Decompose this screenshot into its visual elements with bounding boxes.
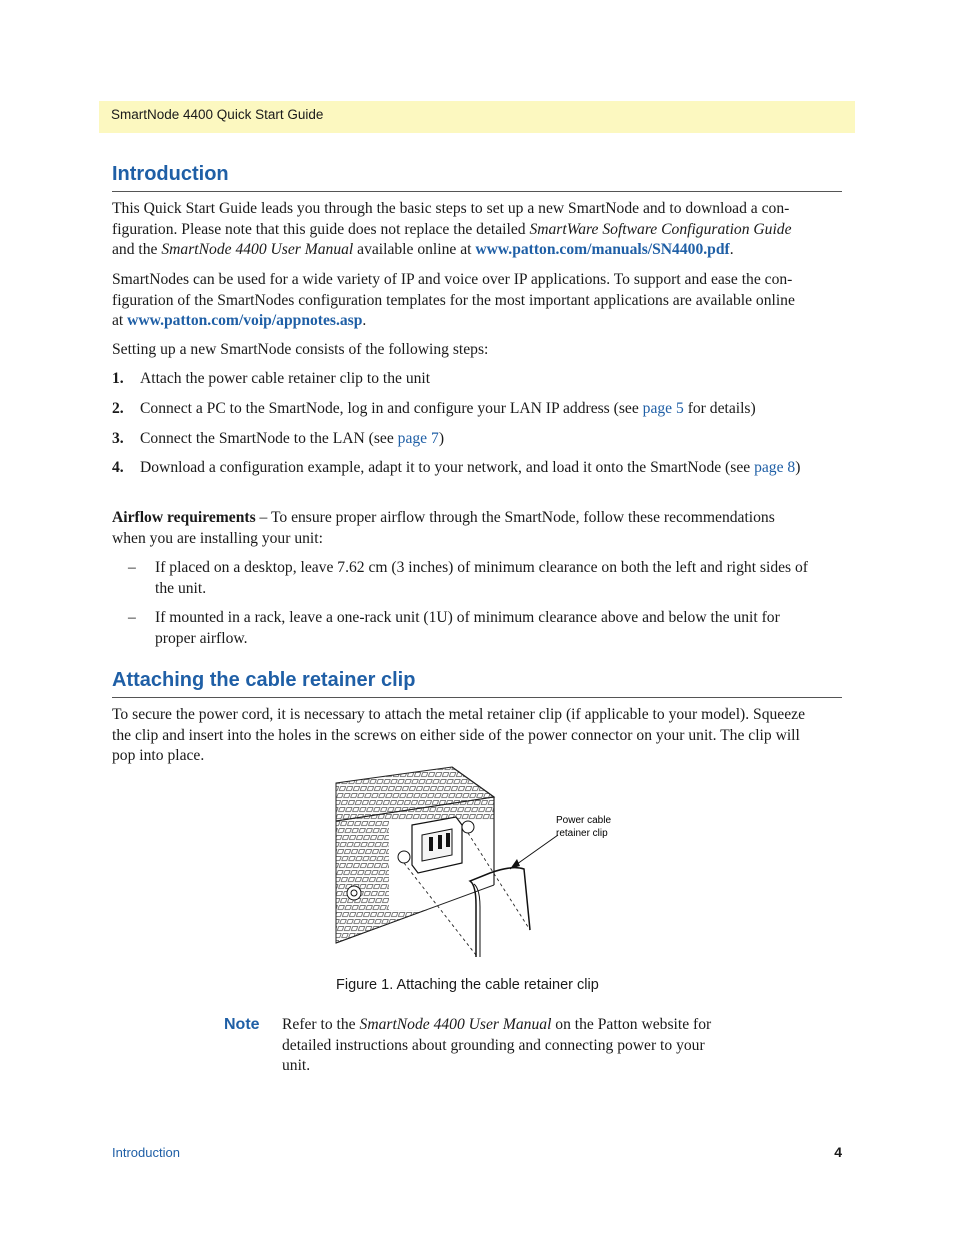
bullet-line: proper airflow. — [155, 629, 248, 647]
text-span: . — [362, 312, 367, 329]
dash-bullet: – — [128, 559, 136, 576]
note-line3: unit. — [282, 1057, 311, 1074]
text-span: on the Patton website for — [551, 1016, 712, 1033]
text-span: ) — [795, 459, 801, 476]
text-span: and the — [112, 241, 162, 258]
intro-p2-line2: figuration of the SmartNodes configuration templates for the most important applications are available online — [112, 291, 795, 309]
bullet-line: the unit. — [155, 579, 207, 597]
callout-text: retainer clip — [556, 828, 608, 839]
user-manual-title: SmartNode 4400 User Manual — [161, 241, 354, 258]
clip-heading: Attaching the cable retainer clip — [112, 669, 416, 691]
appnotes-link[interactable]: www.patton.com/voip/appnotes.asp — [127, 312, 363, 329]
intro-heading: Introduction — [112, 163, 229, 185]
step-number: 2. — [112, 400, 124, 417]
config-guide-title: SmartWare Software Configuration Guide — [529, 220, 792, 238]
airflow-line2: when you are installing your unit: — [112, 529, 323, 547]
clip-line1: To secure the power cord, it is necessary to attach the metal retainer clip (if applicable to your model). Squeeze — [112, 706, 805, 723]
user-manual-title: SmartNode 4400 User Manual — [359, 1016, 552, 1033]
airflow-line1 — [112, 508, 842, 529]
airflow-label: Airflow requirements — [112, 509, 256, 526]
clip-line3: pop into place. — [112, 747, 205, 764]
retainer-clip-illustration — [334, 765, 624, 965]
step-text — [140, 458, 852, 479]
intro-p1-line3 — [112, 240, 842, 261]
text-span: Refer to the — [282, 1016, 360, 1033]
airflow-paragraph — [112, 508, 842, 549]
text-span: Attach the power cable retainer clip to the unit — [140, 370, 431, 387]
clip-rule — [112, 697, 842, 698]
bullet-text — [155, 558, 842, 599]
bullet-text — [155, 608, 842, 649]
text-span: Connect a PC to the SmartNode, log in and configure your LAN IP address (see — [140, 400, 643, 417]
intro-paragraph-3: Setting up a new SmartNode consists of the following steps: — [112, 341, 489, 358]
clip-paragraph — [112, 705, 842, 767]
note-text — [282, 1015, 744, 1077]
running-header — [99, 101, 855, 133]
step-text — [140, 369, 852, 390]
header-title: SmartNode 4400 Quick Start Guide — [111, 107, 324, 122]
intro-paragraph-1 — [112, 199, 842, 261]
text-span: figuration. Please note that this guide does not replace the detailed — [112, 220, 530, 238]
intro-p1-line2 — [112, 220, 842, 241]
page-number: 4 — [834, 1144, 842, 1160]
intro-p2-line3 — [112, 311, 842, 332]
step-text — [140, 399, 852, 420]
text-span: at — [112, 312, 128, 329]
bullet-line: If placed on a desktop, leave 7.62 cm (3 inches) of minimum clearance on both the left and right sides of — [155, 559, 808, 576]
text-span: available online at — [353, 241, 476, 258]
note-line1 — [282, 1015, 744, 1036]
dash-bullet: – — [128, 609, 136, 626]
text-span: – To ensure proper airflow through the SmartNode, follow these recommendations — [255, 509, 775, 526]
clip-line2: the clip and insert into the holes in the screws on either side of the power connector on your unit. The clip will — [112, 726, 800, 744]
page-7-link[interactable]: page 7 — [397, 430, 439, 447]
note-line2: detailed instructions about grounding and connecting power to your — [282, 1036, 705, 1054]
text-span: ) — [438, 430, 445, 447]
step-number: 4. — [112, 459, 124, 476]
note-label: Note — [224, 1016, 260, 1033]
intro-paragraph-2 — [112, 270, 842, 332]
text-span: . — [729, 241, 734, 258]
step-number: 3. — [112, 430, 124, 447]
step-number: 1. — [112, 370, 124, 387]
intro-rule — [112, 191, 842, 192]
bullet-line: If mounted in a rack, leave a one-rack unit (1U) of minimum clearance above and below the unit for — [155, 609, 780, 626]
text-span: Connect the SmartNode to the LAN (see — [140, 430, 398, 447]
callout-text: Power cable — [556, 815, 612, 826]
step-text — [140, 429, 852, 450]
intro-p2-line1: SmartNodes can be used for a wide variety of IP and voice over IP applications. To support and ease the con- — [112, 271, 793, 288]
page-5-link[interactable]: page 5 — [642, 400, 684, 417]
text-span: for details) — [683, 400, 756, 417]
page-8-link[interactable]: page 8 — [754, 459, 796, 476]
figure-caption: Figure 1. Attaching the cable retainer clip — [336, 977, 599, 993]
intro-p1-line1: This Quick Start Guide leads you through the basic steps to set up a new SmartNode and to download a con- — [112, 200, 790, 217]
text-span: Download a configuration example, adapt it to your network, and load it onto the SmartNode (see — [140, 459, 755, 476]
manual-link[interactable]: www.patton.com/manuals/SN4400.pdf — [475, 241, 730, 258]
footer-section-name: Introduction — [112, 1145, 180, 1160]
retainer-clip-figure — [334, 765, 624, 970]
